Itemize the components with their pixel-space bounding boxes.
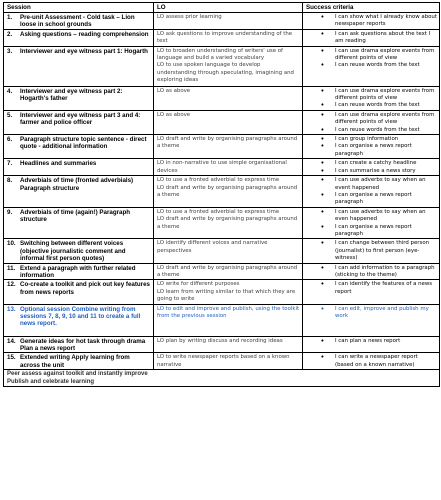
success-criteria-item (306, 306, 437, 321)
session-number: 6. (7, 136, 13, 144)
session-title: Extend a paragraph with further related information (20, 264, 136, 279)
table-row (4, 135, 440, 159)
session-cell (4, 135, 154, 159)
success-criteria-cell (303, 239, 440, 263)
session-cell (4, 263, 154, 280)
session-title: Switching between different voices (objective journalistic comment and informal first person quotes) (20, 240, 126, 263)
success-criteria-cell (303, 304, 440, 336)
lo-text: LO in non-narrative to use simple organisational devices (157, 160, 287, 174)
success-criteria-text: I can identify the features of a news report (335, 281, 433, 295)
session-number: 10. (7, 240, 16, 248)
success-criteria-cell (303, 263, 440, 280)
lo-text: LO to edit and improve and publish, using the toolkit from the previous session (157, 305, 300, 319)
footer-cell (4, 370, 440, 387)
session-cell (4, 159, 154, 176)
table-row (4, 263, 440, 280)
lo-cell (154, 176, 303, 208)
success-criteria-cell (303, 336, 440, 353)
lo-cell (154, 353, 303, 370)
success-criteria-text: I can plan a news report (335, 337, 401, 344)
table-row (4, 46, 440, 86)
lo-cell (154, 13, 303, 30)
lo-text: LO assess prior learning (157, 14, 222, 20)
session-title: Headlines and summaries (20, 160, 97, 168)
session-title: Interviewer and eye witness part 2: Hogarth's father (20, 87, 123, 103)
lo-text: LO to write newspaper reports based on a known narrative (157, 354, 290, 368)
session-number: 1. (7, 14, 13, 21)
table-row (4, 13, 440, 30)
session-cell (4, 13, 154, 30)
bullet-icon: • (320, 86, 325, 95)
session-number: 15. (7, 354, 16, 362)
success-criteria-item (306, 338, 437, 345)
bullet-icon: • (320, 280, 325, 289)
success-criteria-item (306, 209, 437, 224)
lo-cell (154, 86, 303, 110)
session-number: 14. (7, 337, 16, 345)
success-criteria-item (306, 224, 437, 239)
lo-cell (154, 336, 303, 353)
success-criteria-text: I can create a catchy headline (335, 160, 417, 167)
lesson-plan-table (3, 2, 440, 387)
success-criteria-item (306, 265, 437, 280)
lo-text: LO to use a fronted adverbial to express time (157, 208, 280, 215)
success-criteria-text: I can organise a news report paragraph (335, 191, 412, 206)
session-number: 4. (7, 87, 13, 95)
session-title: Generate ideas for hot task through drama Plan a news report (20, 337, 146, 352)
session-cell (4, 86, 154, 110)
session-title: Extended writing Apply learning from across the unit (20, 354, 130, 369)
bullet-icon: • (320, 46, 325, 55)
table-body (4, 13, 440, 370)
session-title: Adverbials of time (fronted adverbials) Paragraph structure (20, 177, 134, 192)
success-criteria-text: I can reuse words from the text (335, 102, 420, 109)
table-row (4, 353, 440, 370)
lo-text: LO to broaden understanding of writers' use of language and build a varied vocabulary (157, 47, 283, 62)
table-row (4, 207, 440, 239)
session-number: 8. (7, 177, 13, 185)
session-title: Adverbials of time (again!) Paragraph structure (20, 208, 131, 224)
lo-cell (154, 280, 303, 304)
table-row (4, 110, 440, 134)
bullet-icon: • (320, 110, 325, 119)
lo-text: LO draft and write by organising paragraphs around a theme (157, 184, 298, 198)
session-number: 7. (7, 160, 13, 168)
success-criteria-cell (303, 353, 440, 370)
lo-text: LO as above (157, 111, 191, 118)
success-criteria-item (306, 177, 437, 192)
lesson-plan-document (3, 2, 439, 387)
success-criteria-item (306, 168, 437, 175)
success-criteria-text: I can reuse words from the text (335, 126, 420, 133)
lo-text: LO to use a fronted adverbial to express time (157, 177, 280, 184)
lo-cell (154, 46, 303, 86)
bullet-icon: • (320, 125, 325, 134)
success-criteria-cell (303, 207, 440, 239)
success-criteria-text: I can use drama explore events from different points of view (335, 111, 435, 126)
success-criteria-item (306, 281, 437, 296)
success-criteria-cell (303, 110, 440, 134)
success-criteria-text: I can use drama explore events from different points of view (335, 87, 435, 102)
header-lo: LO (154, 3, 303, 13)
session-title: Pre-unit Assessment - Cold task – Lion loose in school grounds (20, 14, 135, 29)
table-row (4, 29, 440, 46)
bullet-icon: • (320, 263, 325, 272)
bullet-icon: • (320, 142, 325, 151)
success-criteria-text: I can use adverbs to say when an event happened (335, 177, 426, 191)
session-cell (4, 239, 154, 263)
lo-text: LO learn from writing similar to that which they are going to write (157, 288, 296, 303)
bullet-icon: • (320, 190, 325, 199)
success-criteria-text: I can organise a news report paragraph (335, 223, 412, 237)
session-cell (4, 46, 154, 86)
session-number: 5. (7, 111, 13, 119)
success-criteria-cell (303, 135, 440, 159)
lo-cell (154, 110, 303, 134)
success-criteria-text: I can show what I already know about newspaper reports (335, 14, 437, 28)
bullet-icon: • (320, 176, 325, 185)
session-cell (4, 176, 154, 208)
success-criteria-cell (303, 176, 440, 208)
bullet-icon: • (320, 222, 325, 231)
session-cell (4, 336, 154, 353)
success-criteria-text: I can change between third person (journalist) to first person (eye-witness) (335, 240, 430, 262)
session-cell (4, 280, 154, 304)
success-criteria-item (306, 143, 437, 158)
session-number: 12. (7, 281, 16, 289)
footer-line-1: Peer assess against toolkit and instantly improve (7, 371, 148, 378)
success-criteria-text: I can reuse words from the text (335, 62, 420, 69)
table-row (4, 239, 440, 263)
success-criteria-item (306, 240, 437, 262)
session-cell (4, 110, 154, 134)
success-criteria-item (306, 88, 437, 103)
success-criteria-cell (303, 159, 440, 176)
session-number: 11. (7, 264, 16, 272)
success-criteria-cell (303, 13, 440, 30)
session-title: Interviewer and eye witness part 3 and 4: farmer and police officer (20, 111, 141, 127)
success-criteria-item (306, 354, 437, 369)
success-criteria-text: I can edit, improve and publish my work (335, 305, 429, 319)
success-criteria-text: I can write a newspaper report (based on a known narrative) (335, 354, 418, 368)
session-title: Optional session Combine writing from sessions 7, 8, 9, 10 and 11 to create a full news report. (20, 305, 141, 328)
table-row (4, 304, 440, 336)
bullet-icon: • (320, 29, 325, 38)
bullet-icon: • (320, 101, 325, 110)
success-criteria-item (306, 62, 437, 69)
bullet-icon: • (320, 304, 325, 313)
table-row (4, 336, 440, 353)
success-criteria-cell (303, 86, 440, 110)
lo-cell (154, 207, 303, 239)
lo-text: LO identify different voices and narrative perspectives (157, 240, 268, 254)
lo-cell (154, 263, 303, 280)
success-criteria-item (306, 112, 437, 127)
bullet-icon: • (320, 239, 325, 248)
success-criteria-text: I can group information (335, 136, 399, 143)
success-criteria-text: I can add information to a paragraph (sticking to the theme) (335, 264, 435, 278)
success-criteria-item (306, 14, 437, 29)
success-criteria-item (306, 127, 437, 134)
bullet-icon: • (320, 353, 325, 362)
footer-line-2: Publish and celebrate learning (7, 378, 95, 385)
success-criteria-cell (303, 46, 440, 86)
success-criteria-item (306, 31, 437, 46)
bullet-icon: • (320, 61, 325, 70)
header-success-criteria: Success criteria (303, 3, 440, 13)
session-title: Co-create a toolkit and pick out key features from news reports (20, 281, 150, 296)
lo-text: LO draft and write by organising paragraphs around a theme (157, 216, 298, 230)
table-row (4, 86, 440, 110)
success-criteria-item (306, 48, 437, 63)
header-row (4, 3, 440, 13)
success-criteria-item (306, 102, 437, 109)
session-title: Asking questions – reading comprehension (20, 30, 149, 38)
header-session: Session (4, 3, 154, 13)
success-criteria-item (306, 192, 437, 207)
success-criteria-text: I can use drama explore events from different points of view (335, 47, 435, 62)
session-title: Paragraph structure topic sentence - direct quote - additional information (20, 136, 147, 151)
lo-cell (154, 239, 303, 263)
lo-text: LO draft and write by organising paragraphs around a theme (157, 264, 298, 278)
success-criteria-text: I can organise a news report paragraph (335, 143, 412, 157)
session-cell (4, 304, 154, 336)
bullet-icon: • (320, 207, 325, 216)
bullet-icon: • (320, 13, 325, 21)
session-cell (4, 29, 154, 46)
success-criteria-item (306, 136, 437, 143)
bullet-icon: • (320, 159, 325, 168)
lo-text: LO ask questions to improve understanding of the text (157, 30, 293, 45)
session-cell (4, 353, 154, 370)
bullet-icon: • (320, 336, 325, 345)
footer-row (4, 370, 440, 387)
lo-cell (154, 304, 303, 336)
table-row (4, 159, 440, 176)
lo-text: LO to use spoken language to develop understanding through speculating, imagining and exploring ideas (157, 62, 294, 84)
session-cell (4, 207, 154, 239)
bullet-icon: • (320, 135, 325, 144)
success-criteria-item (306, 160, 437, 167)
session-number: 2. (7, 30, 13, 38)
lo-cell (154, 135, 303, 159)
lo-text: LO draft and write by organising paragraphs around a theme (157, 136, 298, 150)
lo-text: LO write for different purposes (157, 281, 240, 288)
table-row (4, 176, 440, 208)
success-criteria-text: I can summarise a news story (335, 167, 416, 174)
session-number: 3. (7, 47, 13, 55)
session-number: 13. (7, 305, 16, 313)
session-number: 9. (7, 208, 13, 216)
table-row (4, 280, 440, 304)
lo-text: LO plan by writing discuss and recording ideas (157, 337, 283, 344)
success-criteria-cell (303, 29, 440, 46)
success-criteria-cell (303, 280, 440, 304)
lo-cell (154, 29, 303, 46)
lo-cell (154, 159, 303, 176)
bullet-icon: • (320, 166, 325, 175)
success-criteria-text: I can ask questions about the text I am reading (335, 30, 431, 45)
success-criteria-text: I can use adverbs to say when an even happened (335, 208, 426, 223)
session-title: Interviewer and eye witness part 1: Hogarth (20, 47, 148, 55)
lo-text: LO as above (157, 87, 191, 94)
